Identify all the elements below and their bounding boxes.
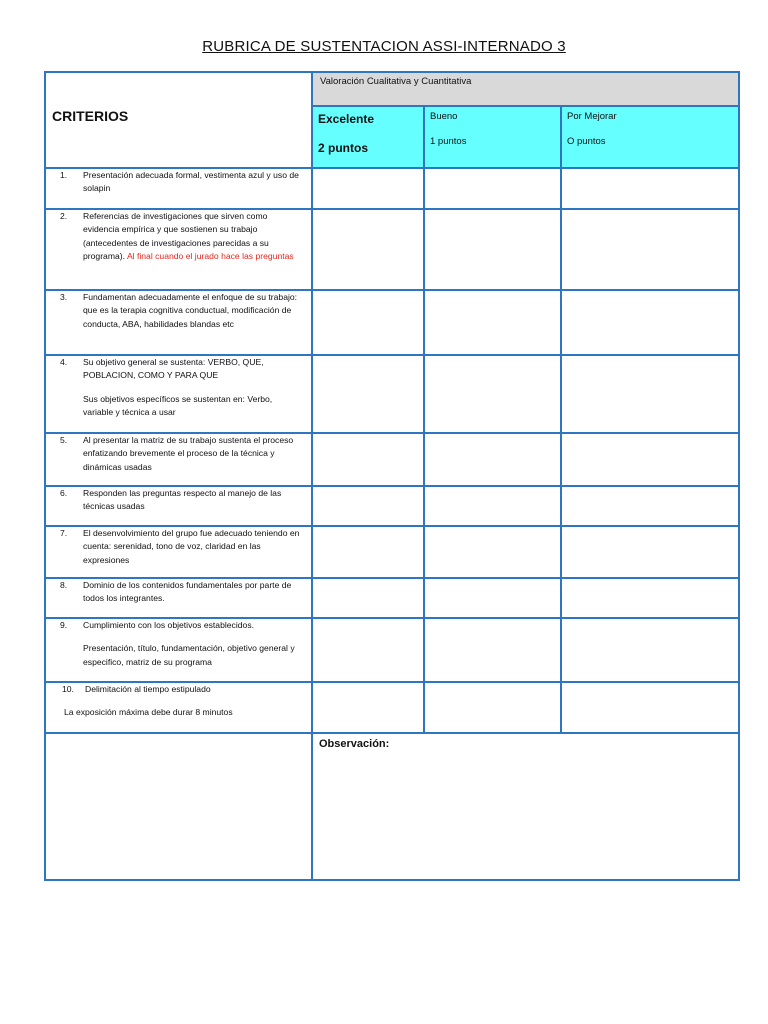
- criterion-number: 9.: [60, 620, 68, 630]
- score-por-mejorar[interactable]: [561, 355, 739, 433]
- score-excelente[interactable]: [312, 168, 424, 209]
- score-por-mejorar[interactable]: [561, 486, 739, 526]
- criterion-cell: [45, 526, 312, 578]
- score-bueno[interactable]: [424, 526, 561, 578]
- criterion-text: Al presentar la matriz de su trabajo sustenta el proceso enfatizando brevemente el proceso de la técnica y dinámicas usadas: [83, 435, 294, 472]
- criterion-number: 6.: [60, 488, 68, 498]
- criterion-text: Delimitación al tiempo estipulado: [85, 684, 211, 694]
- score-excelente[interactable]: [312, 618, 424, 682]
- score-excelente[interactable]: [312, 355, 424, 433]
- criterion-row: [45, 209, 739, 290]
- criteria-header: CRITERIOS: [45, 72, 312, 168]
- score-por-mejorar[interactable]: [561, 209, 739, 290]
- score-bueno[interactable]: [424, 433, 561, 486]
- score-por-mejorar[interactable]: [561, 168, 739, 209]
- score-por-mejorar[interactable]: [561, 578, 739, 618]
- score-excelente[interactable]: [312, 209, 424, 290]
- observation-label: Observación:: [319, 738, 390, 750]
- observation-blank-cell: [45, 733, 312, 880]
- criterion-row: [45, 433, 739, 486]
- criterion-row: [45, 168, 739, 209]
- score-bueno[interactable]: [424, 618, 561, 682]
- criterion-text: Fundamentan adecuadamente el enfoque de su trabajo: que es la terapia cognitiva conductual, modificación de conducta, ABA, habilidades blandas etc: [83, 292, 298, 329]
- level-name: Bueno: [430, 111, 458, 122]
- criterion-number: 10.: [62, 684, 74, 694]
- criterion-text: El desenvolvimiento del grupo fue adecuado teniendo en cuenta: serenidad, tono de voz, claridad en las expresiones: [83, 528, 300, 565]
- criterion-number: 8.: [60, 580, 68, 590]
- criterion-number: 4.: [60, 357, 68, 367]
- criterion-cell: [45, 486, 312, 526]
- criterion-cell: [45, 682, 312, 733]
- score-excelente[interactable]: [312, 578, 424, 618]
- level-por-mejorar: [561, 106, 739, 168]
- criterion-cell: [45, 578, 312, 618]
- document-title: RUBRICA DE SUSTENTACION ASSI-INTERNADO 3: [202, 38, 566, 55]
- criterion-number: 7.: [60, 528, 68, 538]
- level-name: Por Mejorar: [567, 111, 617, 122]
- score-bueno[interactable]: [424, 486, 561, 526]
- criterion-cell: [45, 168, 312, 209]
- criterion-subtext: Sus objetivos específicos se sustentan en: Verbo, variable y técnica a usar: [83, 393, 273, 417]
- rubric-table: [44, 71, 740, 881]
- score-excelente[interactable]: [312, 290, 424, 355]
- score-bueno[interactable]: [424, 355, 561, 433]
- criterion-row: [45, 618, 739, 682]
- observation-row: [45, 733, 739, 880]
- criterion-cell: [45, 290, 312, 355]
- score-excelente[interactable]: [312, 486, 424, 526]
- criterion-text: Dominio de los contenidos fundamentales por parte de todos los integrantes.: [83, 580, 292, 604]
- score-bueno[interactable]: [424, 682, 561, 733]
- score-excelente[interactable]: [312, 682, 424, 733]
- score-por-mejorar[interactable]: [561, 618, 739, 682]
- level-points: O puntos: [567, 135, 606, 147]
- criterion-row: [45, 290, 739, 355]
- score-por-mejorar[interactable]: [561, 526, 739, 578]
- score-por-mejorar[interactable]: [561, 433, 739, 486]
- score-bueno[interactable]: [424, 290, 561, 355]
- score-excelente[interactable]: [312, 526, 424, 578]
- criterion-row: [45, 355, 739, 433]
- criterion-row: [45, 526, 739, 578]
- criterion-number: 3.: [60, 292, 68, 302]
- valuation-header: Valoración Cualitativa y Cuantitativa: [312, 72, 739, 106]
- criterion-note: La exposición máxima debe durar 8 minutos: [64, 707, 233, 718]
- criterion-subtext: Presentación, título, fundamentación, objetivo general y especifico, matriz de su programa: [83, 643, 295, 667]
- criterion-text: Responden las preguntas respecto al manejo de las técnicas usadas: [83, 488, 282, 512]
- observation-field[interactable]: [312, 733, 739, 880]
- criterion-cell: [45, 209, 312, 290]
- criterion-cell: [45, 618, 312, 682]
- criterion-number: 2.: [60, 211, 68, 221]
- score-bueno[interactable]: [424, 578, 561, 618]
- level-bueno: [424, 106, 561, 168]
- criterion-text: Su objetivo general se sustenta: VERBO, QUE, POBLACION, COMO Y PARA QUE: [83, 357, 264, 381]
- criterion-number: 1.: [60, 170, 68, 180]
- score-bueno[interactable]: [424, 168, 561, 209]
- level-points: 2 puntos: [318, 140, 368, 155]
- level-excelente: [312, 106, 424, 168]
- score-bueno[interactable]: [424, 209, 561, 290]
- level-points: 1 puntos: [430, 135, 467, 147]
- criterion-cell: [45, 433, 312, 486]
- criterion-cell: [45, 355, 312, 433]
- score-excelente[interactable]: [312, 433, 424, 486]
- score-por-mejorar[interactable]: [561, 290, 739, 355]
- criterion-text: Referencias de investigaciones que sirven como evidencia empírica y que sostienen su trabajo (antecedentes de investigaciones parecidas a su programa).: [83, 211, 269, 261]
- criterion-number: 5.: [60, 435, 68, 445]
- criterion-highlight: Al final cuando el jurado hace las preguntas: [126, 250, 294, 261]
- criterion-row: [45, 578, 739, 618]
- criterion-row: [45, 682, 739, 733]
- criterion-text: Cumplimiento con los objetivos establecidos.: [83, 620, 255, 630]
- criterion-text: Presentación adecuada formal, vestimenta azul y uso de solapin: [83, 170, 299, 194]
- level-name: Excelente: [318, 112, 375, 126]
- score-por-mejorar[interactable]: [561, 682, 739, 733]
- criterion-row: [45, 486, 739, 526]
